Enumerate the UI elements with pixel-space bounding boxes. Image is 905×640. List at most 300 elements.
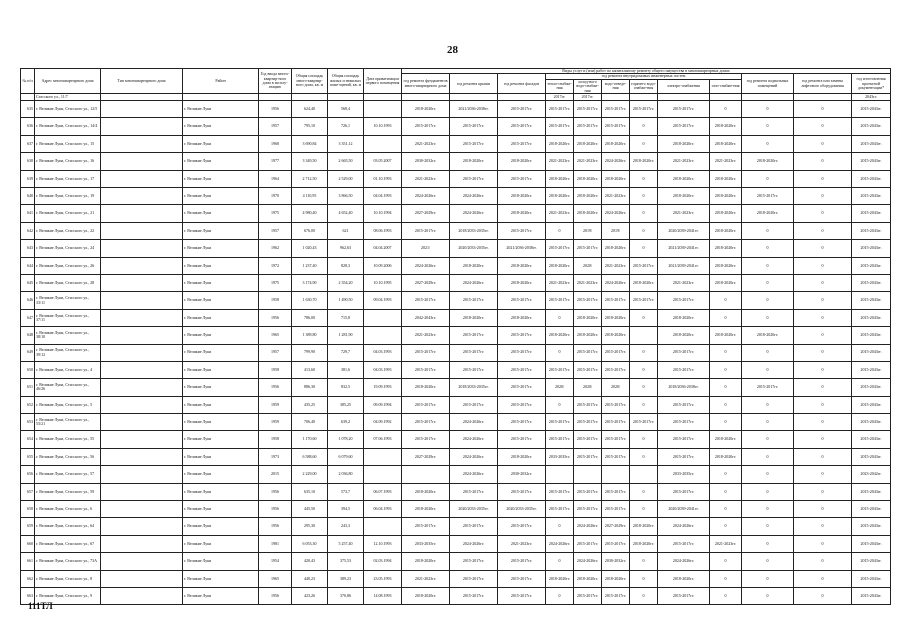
cell-hot: 0 <box>630 205 658 222</box>
cell-priv-date: 01.10.1993 <box>364 170 402 187</box>
cell-heat: 2015-2017гг. <box>546 361 574 378</box>
cell-docs: 2015-2043гг. <box>852 170 891 187</box>
cell-heat: 2021-2023гг. <box>546 274 574 291</box>
cell-sewer: 2015-2017гг. <box>602 344 630 361</box>
cell-address: г. Великие Луки, Стасского ул., 24 <box>35 240 101 257</box>
cell-facade: 2018-2020гг. <box>498 309 546 326</box>
cell-fund: 2033-2035гг. <box>402 535 450 552</box>
cell-rayon: г. Великие Луки <box>183 292 259 309</box>
cell-hot: 0 <box>630 431 658 448</box>
cell-basement: 0 <box>742 535 794 552</box>
cell-cold: 2019/ <box>574 222 602 239</box>
cell-area-total: 420,43 <box>292 553 328 570</box>
table-header <box>21 69 891 94</box>
cell-address: г. Великие Луки, Стасского ул., 4 <box>35 361 101 378</box>
cell-hot: 0 <box>630 240 658 257</box>
cell-num: 654 <box>21 431 35 448</box>
cell-cold: 2015-2017гг. <box>574 240 602 257</box>
cell-basement: 0 <box>742 240 794 257</box>
cell-num: 645 <box>21 274 35 291</box>
cell-area-total: 886,30 <box>292 379 328 396</box>
cell-gas: 2018-2020гг. <box>710 257 742 274</box>
table-row <box>21 292 891 309</box>
cell-fund: 2015-2017гг. <box>402 431 450 448</box>
cell-facade: 2015-2017гг. <box>498 431 546 448</box>
cell-cold: 2015-2017гг. <box>574 483 602 500</box>
cell-area-living: 1 078,20 <box>328 431 364 448</box>
cell-num: 649 <box>21 344 35 361</box>
cell-basement: 0 <box>742 222 794 239</box>
cell-heat: 0 <box>546 396 574 413</box>
cell-lift: 0 <box>794 101 852 118</box>
cell-area-living: 375,53 <box>328 553 364 570</box>
cell-hot: 0 <box>630 587 658 604</box>
cell-basement: 0 <box>742 274 794 291</box>
cell-hot: 0 <box>630 448 658 465</box>
cell-roof: 2020/2033-2035гг. <box>450 501 498 518</box>
cell-area-living: 394,5 <box>328 501 364 518</box>
cell-type <box>101 257 183 274</box>
cell-electro: 2015-2017гг. <box>658 396 710 413</box>
cell-address: г. Великие Луки, Стасского ул., 17 <box>35 170 101 187</box>
cell-docs: 2015-2043гг. <box>852 101 891 118</box>
cell-address: г. Великие Луки, Стасского ул., 37/11 <box>35 309 101 326</box>
cell-facade: 2015-2017гг. <box>498 379 546 396</box>
cell-num: 644 <box>21 257 35 274</box>
cell-hot: 2018-2020гг. <box>630 274 658 291</box>
table-row <box>21 396 891 413</box>
cell-roof: 2015-2017гг. <box>450 570 498 587</box>
cell-rayon: г. Великие Луки <box>183 153 259 170</box>
footer-code: 111ТЛ <box>28 601 53 611</box>
cell-year: 1958 <box>259 431 292 448</box>
cell-type <box>101 379 183 396</box>
cell-roof: 2020/2033-2035гг. <box>450 240 498 257</box>
cell-sewer: 2018-2020гг. <box>602 570 630 587</box>
cell-fund: 2027-2029гг. <box>402 448 450 465</box>
cell-lift: 0 <box>794 483 852 500</box>
cell-type <box>101 118 183 135</box>
cell-fund: 2024-2026гг. <box>402 187 450 204</box>
cell-rayon: г. Великие Луки <box>183 274 259 291</box>
cell-sewer: 2015-2017гг. <box>602 483 630 500</box>
cell-priv-date: 10.09.2006 <box>364 257 402 274</box>
cell-lift: 0 <box>794 292 852 309</box>
cell-type <box>101 414 183 431</box>
cell-area-living: 370,86 <box>328 587 364 604</box>
cell-docs: 2015-2043гг. <box>852 309 891 326</box>
cell-num: 657 <box>21 483 35 500</box>
header-fund: год ремонта фундаментов много-квартирного дома <box>402 74 450 94</box>
cell-area-total: 1 170,60 <box>292 431 328 448</box>
cell-cold: 2015-2017гг. <box>574 101 602 118</box>
cell-lift: 0 <box>794 361 852 378</box>
cell-lift: 0 <box>794 240 852 257</box>
table-row <box>21 222 891 239</box>
cell-cold: 2020/ <box>574 257 602 274</box>
table-row <box>21 309 891 326</box>
cell-cold: 2018-2020гг. <box>574 205 602 222</box>
cell-heat: 2018-2020гг. <box>546 327 574 344</box>
header-lift: год ремонта или замены лифтового оборудования <box>794 74 852 94</box>
cell-basement: 0 <box>742 118 794 135</box>
table-row <box>21 483 891 500</box>
cell-electro: 2020/2039-2041гг. <box>658 222 710 239</box>
cell-electro: 2018/2036-2038гг. <box>658 379 710 396</box>
cell-rayon: г. Великие Луки <box>183 501 259 518</box>
cell-priv-date <box>364 327 402 344</box>
cell-sewer: 2015-2017гг. <box>602 361 630 378</box>
cell-gas: 0 <box>710 553 742 570</box>
cell-fund: 2015-2017гг. <box>402 118 450 135</box>
cell-heat: 2018-2020гг. <box>546 187 574 204</box>
cell-gas: 0 <box>710 570 742 587</box>
cell-docs: 2015-2043гг. <box>852 553 891 570</box>
cell-roof: 2015-2017гг. <box>450 170 498 187</box>
cell-basement: 2015-2017гг. <box>742 379 794 396</box>
cell-heat: 2018-2020гг. <box>546 170 574 187</box>
cell-year: 1965 <box>259 327 292 344</box>
cell-area-total: 445,50 <box>292 501 328 518</box>
cell-lift: 0 <box>794 501 852 518</box>
cell-basement: 0 <box>742 257 794 274</box>
cell-basement: 0 <box>742 170 794 187</box>
cell-area-living: 729,7 <box>328 344 364 361</box>
cell-area-living: 381,6 <box>328 361 364 378</box>
cell-priv-date: 04.04.1993 <box>364 187 402 204</box>
table-row <box>21 361 891 378</box>
cell-lift: 0 <box>794 431 852 448</box>
cell-docs: 2015-2043гг. <box>852 292 891 309</box>
cell-type <box>101 361 183 378</box>
cell-year: 1977 <box>259 153 292 170</box>
cell-fund: 2030-2032гг. <box>402 153 450 170</box>
cell-facade: 2015-2017гг. <box>498 344 546 361</box>
cell-area-total: 413,60 <box>292 361 328 378</box>
cell-roof: 2015-2017гг. <box>450 344 498 361</box>
cell-facade <box>498 94 546 101</box>
cell-docs: 2015-2043гг. <box>852 257 891 274</box>
cell-fund: 2027-2029гг. <box>402 274 450 291</box>
cell-hot: 2015-2017гг. <box>630 292 658 309</box>
cell-cold: 2015-2017гг. <box>574 431 602 448</box>
cell-num: 641 <box>21 205 35 222</box>
cell-num: 652 <box>21 396 35 413</box>
cell-year: 1957 <box>259 222 292 239</box>
cell-lift: 0 <box>794 535 852 552</box>
cell-basement: 2015-2017гг. <box>742 187 794 204</box>
cell-type <box>101 587 183 604</box>
cell-facade: 2015-2017гг. <box>498 396 546 413</box>
cell-year: 1975 <box>259 274 292 291</box>
cell-address: г. Великие Луки, Стасского ул., 39/12 <box>35 344 101 361</box>
cell-docs: 2015-2043гг. <box>852 153 891 170</box>
cell-year: 1958 <box>259 292 292 309</box>
cell-hot: 0 <box>630 170 658 187</box>
cell-year: 1962 <box>259 240 292 257</box>
cell-area-total: 795,10 <box>292 118 328 135</box>
cell-docs: 2043гг. <box>852 94 891 101</box>
cell-basement: 0 <box>742 135 794 152</box>
cell-cold: 2021-2023гг. <box>574 153 602 170</box>
header-address: Адрес многоквартирного дома <box>35 69 101 94</box>
cell-basement: 0 <box>742 361 794 378</box>
cell-docs: 2015-2043гг. <box>852 379 891 396</box>
cell-year: 1956 <box>259 518 292 535</box>
cell-type <box>101 431 183 448</box>
cell-docs: 2015-2043гг. <box>852 344 891 361</box>
cell-roof: 2018-2020гг. <box>450 309 498 326</box>
cell-gas: 0 <box>710 518 742 535</box>
cell-lift: 0 <box>794 205 852 222</box>
cell-docs: 2015-2043гг. <box>852 361 891 378</box>
cell-priv-date <box>364 135 402 152</box>
cell-gas: 0 <box>710 483 742 500</box>
cell-type <box>101 94 183 101</box>
cell-rayon: г. Великие Луки <box>183 135 259 152</box>
cell-lift: 0 <box>794 257 852 274</box>
cell-basement: 0 <box>742 344 794 361</box>
cell-sewer: 2018-2020гг. <box>602 327 630 344</box>
table-row <box>21 344 891 361</box>
cell-cold: 2018-2020гг. <box>574 327 602 344</box>
cell-fund: 2021-2023гг. <box>402 135 450 152</box>
cell-type <box>101 483 183 500</box>
table-row <box>21 448 891 465</box>
cell-roof: 2015-2017гг. <box>450 396 498 413</box>
cell-sewer: 2027-2029гг. <box>602 518 630 535</box>
cell-lift: 0 <box>794 396 852 413</box>
cell-rayon: г. Великие Луки <box>183 101 259 118</box>
cell-rayon: г. Великие Луки <box>183 466 259 483</box>
cell-facade: 2015-2017гг. <box>498 553 546 570</box>
cell-docs: 2023-2042гг. <box>852 466 891 483</box>
cell-docs: 2015-2043гг. <box>852 396 891 413</box>
cell-area-total: 799,90 <box>292 344 328 361</box>
cell-docs: 2015-2043гг. <box>852 222 891 239</box>
cell-facade: 2018-2020гг. <box>498 205 546 222</box>
cell-num: 637 <box>21 135 35 152</box>
cell-facade: 2015-2017гг. <box>498 170 546 187</box>
cell-facade: 2018-2020гг. <box>498 448 546 465</box>
cell-facade: 2021/2036-2038гг. <box>498 240 546 257</box>
cell-sewer: 2018-2020гг. <box>602 309 630 326</box>
cell-gas: 0 <box>710 309 742 326</box>
cell-sewer: 2015-2017гг. <box>602 396 630 413</box>
cell-gas: 0 <box>710 292 742 309</box>
cell-hot: 0 <box>630 118 658 135</box>
cell-area-living: 573,7 <box>328 483 364 500</box>
cell-basement: 2018-2020гг. <box>742 153 794 170</box>
cell-fund: 2021-2023гг. <box>402 170 450 187</box>
cell-type <box>101 170 183 187</box>
cell-heat: 0 <box>546 587 574 604</box>
cell-lift: 0 <box>794 587 852 604</box>
cell-heat: 2021-2023гг. <box>546 153 574 170</box>
cell-area-total: 435,25 <box>292 396 328 413</box>
cell-hot: 2018-2020гг. <box>630 518 658 535</box>
cell-docs: 2015-2043гг. <box>852 187 891 204</box>
cell-address: г. Великие Луки, Стасского ул., 22 <box>35 222 101 239</box>
cell-roof: 2018-2020гг. <box>450 153 498 170</box>
cell-priv-date: 04.09.1992 <box>364 414 402 431</box>
cell-gas: 0 <box>710 396 742 413</box>
cell-area-total: 635,10 <box>292 483 328 500</box>
cell-area-living: 639,2 <box>328 414 364 431</box>
cell-basement: 0 <box>742 101 794 118</box>
cell-roof: 2021/2036-2038гг. <box>450 101 498 118</box>
cell-address: г. Великие Луки, Стасского ул., 59 <box>35 483 101 500</box>
cell-fund <box>402 94 450 101</box>
cell-num: 663 <box>21 587 35 604</box>
cell-fund: 2018-2020гг. <box>402 501 450 518</box>
cell-hot: 0 <box>630 483 658 500</box>
cell-gas: 0 <box>710 414 742 431</box>
cell-gas: 0 <box>710 466 742 483</box>
cell-heat: 2017гг. <box>546 94 574 101</box>
cell-hot: 0 <box>630 222 658 239</box>
cell-address: г. Великие Луки, Стасского ул., 26 <box>35 257 101 274</box>
cell-cold <box>574 466 602 483</box>
cell-priv-date: 06.07.1993 <box>364 483 402 500</box>
cell-docs: 2015-2043гг. <box>852 570 891 587</box>
cell-hot: 2018-2020гг. <box>630 153 658 170</box>
cell-docs: 2015-2043гг. <box>852 274 891 291</box>
cell-sewer: 2015-2017гг. <box>602 501 630 518</box>
cell-facade: 2018-2020гг. <box>498 257 546 274</box>
cell-sewer: 2018-2020гг. <box>602 135 630 152</box>
cell-num: 660 <box>21 535 35 552</box>
cell-year: 1970 <box>259 187 292 204</box>
cell-area-total: 423,26 <box>292 587 328 604</box>
cell-basement: 0 <box>742 396 794 413</box>
cell-address: г. Великие Луки, Стасского ул., 55 <box>35 431 101 448</box>
cell-heat: 2021-2023гг. <box>546 205 574 222</box>
cell-year: 1957 <box>259 118 292 135</box>
cell-sewer: 2015-2017гг. <box>602 448 630 465</box>
cell-year: 1956 <box>259 587 292 604</box>
header-internal-group: год ремонта внутридомовых инженерных систем <box>546 74 742 79</box>
cell-gas: 0 <box>710 587 742 604</box>
cell-rayon: г. Великие Луки <box>183 553 259 570</box>
cell-cold: 2015-2017гг. <box>574 587 602 604</box>
cell-fund: 2015-2017гг. <box>402 518 450 535</box>
cell-num: 651 <box>21 379 35 396</box>
cell-area-living: 5 257,40 <box>328 535 364 552</box>
cell-year <box>259 94 292 101</box>
cell-area-living: 4 652,40 <box>328 205 364 222</box>
cell-roof <box>450 94 498 101</box>
cell-roof: 2024-2026гг. <box>450 414 498 431</box>
cell-fund: 2015-2017гг. <box>402 414 450 431</box>
cell-docs: 2015-2043гг. <box>852 587 891 604</box>
cell-area-total: 2 712,50 <box>292 170 328 187</box>
table-row <box>21 501 891 518</box>
cell-electro: 2015-2017гг. <box>658 414 710 431</box>
cell-gas: 2018-2020гг. <box>710 205 742 222</box>
cell-area-total: 706,40 <box>292 414 328 431</box>
cell-sewer: 2021-2023гг. <box>602 187 630 204</box>
cell-roof: 2015-2017гг. <box>450 118 498 135</box>
cell-roof: 2015-2017гг. <box>450 483 498 500</box>
cell-area-living: 2 529,00 <box>328 170 364 187</box>
cell-priv-date: 07.06.1993 <box>364 431 402 448</box>
cell-electro: 2015-2017гг. <box>658 101 710 118</box>
cell-area-total <box>292 94 328 101</box>
cell-type <box>101 205 183 222</box>
cell-area-total: 3 690,84 <box>292 135 328 152</box>
cell-basement <box>742 94 794 101</box>
cell-hot: 2015-2017гг. <box>630 257 658 274</box>
table-row <box>21 587 891 604</box>
cell-address: г. Великие Луки, Стасского ул., 21 <box>35 205 101 222</box>
cell-electro: 2018-2020гг. <box>658 170 710 187</box>
cell-roof: 2024-2026гг. <box>450 205 498 222</box>
cell-priv-date <box>364 309 402 326</box>
cell-type <box>101 292 183 309</box>
cell-cold: 2015-2017гг. <box>574 344 602 361</box>
cell-area-living: 962,63 <box>328 240 364 257</box>
table-row <box>21 518 891 535</box>
header-gas: газо-снабже-ния <box>710 79 742 93</box>
cell-gas: 2018-2020гг. <box>710 431 742 448</box>
cell-hot: 0 <box>630 553 658 570</box>
cell-heat: 2015-2017гг. <box>546 118 574 135</box>
cell-year: 1956 <box>259 501 292 518</box>
cell-priv-date <box>364 101 402 118</box>
cell-area-living: 3 866,50 <box>328 187 364 204</box>
table-row <box>21 135 891 152</box>
cell-num: 656 <box>21 466 35 483</box>
cell-rayon: г. Великие Луки <box>183 535 259 552</box>
cell-year: 1981 <box>259 535 292 552</box>
cell-rayon: г. Великие Луки <box>183 240 259 257</box>
cell-facade: 2015-2017гг. <box>498 518 546 535</box>
cell-lift: 0 <box>794 187 852 204</box>
header-roof: год ремонта крыши <box>450 74 498 94</box>
cell-gas: 0 <box>710 501 742 518</box>
cell-heat: 0 <box>546 344 574 361</box>
cell-year: 1964 <box>259 170 292 187</box>
cell-heat: 2024-2026гг. <box>546 535 574 552</box>
cell-type <box>101 101 183 118</box>
cell-facade: 2015-2017гг. <box>498 361 546 378</box>
cell-area-total: 2 229,00 <box>292 466 328 483</box>
cell-cold: 2015-2017гг. <box>574 361 602 378</box>
cell-year: 1956 <box>259 309 292 326</box>
cell-year: 1956 <box>259 379 292 396</box>
cell-lift: 0 <box>794 448 852 465</box>
cell-rayon: г. Великие Луки <box>183 483 259 500</box>
cell-fund: 2015-2017гг. <box>402 292 450 309</box>
cell-heat: 0 <box>546 518 574 535</box>
cell-docs: 2015-2043гг. <box>852 205 891 222</box>
table-row <box>21 274 891 291</box>
cell-sewer: 2020/ <box>602 379 630 396</box>
cell-basement: 2018-2020гг. <box>742 205 794 222</box>
cell-basement: 0 <box>742 309 794 326</box>
cell-address: г. Великие Луки, Стасского ул., 19 <box>35 187 101 204</box>
cell-cold: 2018-2020гг. <box>574 170 602 187</box>
cell-priv-date: 04.03.1993 <box>364 344 402 361</box>
cell-electro: 2015-2017гг. <box>658 118 710 135</box>
cell-lift: 0 <box>794 153 852 170</box>
cell-area-total: 4 110,95 <box>292 187 328 204</box>
table-row <box>21 327 891 344</box>
cell-electro <box>658 94 710 101</box>
cell-area-total: 786,00 <box>292 309 328 326</box>
table-body <box>21 94 891 605</box>
